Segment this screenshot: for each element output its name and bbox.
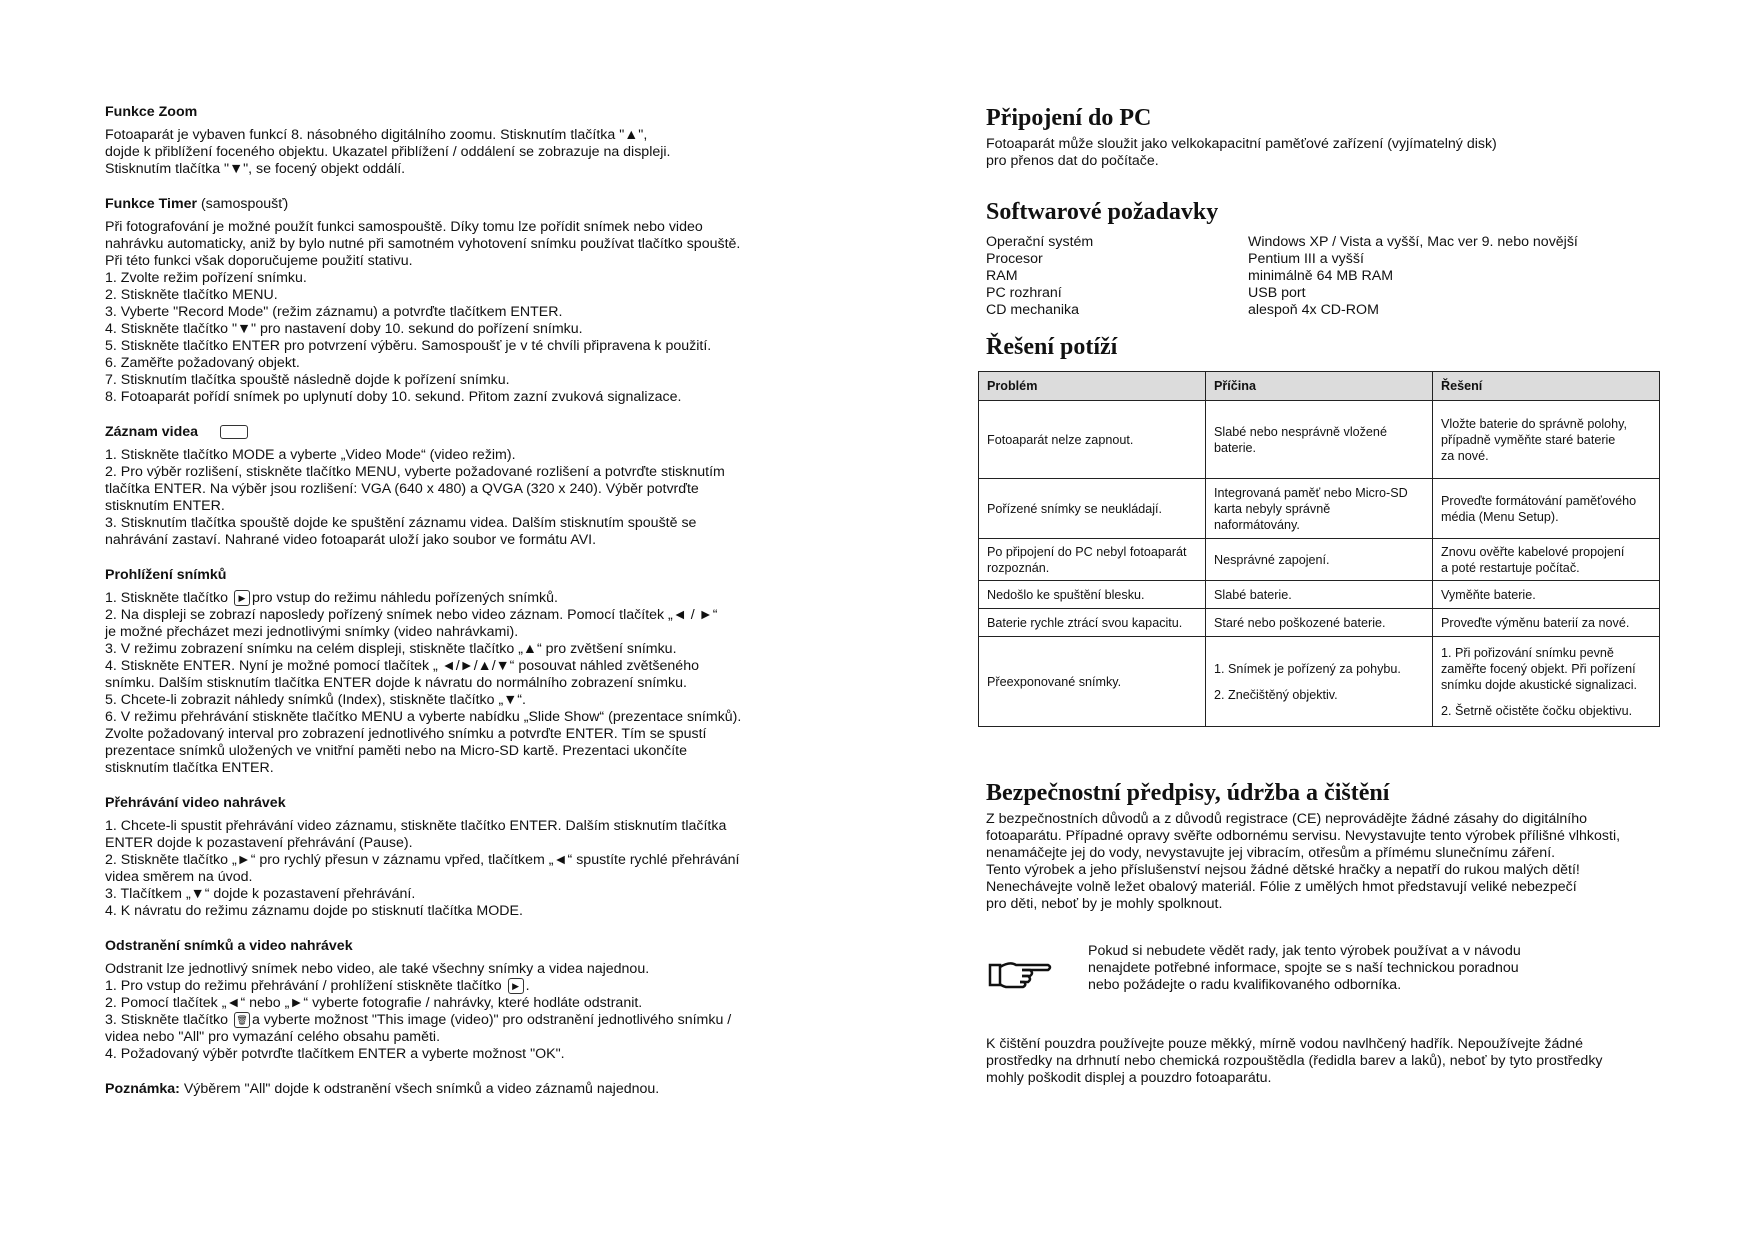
table-row [979, 479, 1660, 539]
text-line: ENTER dojde k pozastavení přehrávání (Pause). [105, 835, 413, 851]
text-line: nenamáčejte jej do vody, nevystavujte jej vibracím, otřesům a přímému slunečnímu záření. [986, 845, 1556, 861]
video-heading-title: Záznam videa [105, 424, 199, 440]
video-heading [105, 424, 805, 441]
text-line: tlačítka ENTER. Na výběr jsou rozlišení: VGA (640 x 480) a QVGA (320 x 240). Výběr potvrďte [105, 481, 699, 497]
text-line: 3. Vyberte "Record Mode" (režim záznamu) a potvrďte tlačítkem ENTER. [105, 304, 563, 320]
req-key: Operační systém [986, 234, 1094, 250]
req-key: RAM [986, 268, 1018, 284]
video-text [105, 447, 805, 549]
troubleshoot-table [978, 371, 1660, 727]
timer-text [105, 219, 805, 406]
zoom-section [105, 104, 805, 178]
table-row [986, 251, 1578, 268]
text-fragment: a vyberte možnost "This image (video)" pro odstranění jednotlivého snímku / [251, 1012, 732, 1028]
text-line: 5. Stiskněte tlačítko ENTER pro potvrzení výběru. Samospoušť je v té chvíli připravena k použití. [105, 338, 712, 354]
text-line [105, 1012, 805, 1029]
text-fragment: 1. Pro vstup do režimu přehrávání / prohlížení stiskněte tlačítko [105, 978, 506, 994]
text-line: 1. Stiskněte tlačítko MODE a vyberte „Video Mode“ (video režim). [105, 447, 516, 463]
text-line: 4. Požadovaný výběr potvrďte tlačítkem ENTER a vyberte možnost "OK". [105, 1046, 565, 1062]
delete-section [105, 938, 805, 1063]
table-cell [1433, 637, 1660, 727]
text-line: 5. Chcete-li zobrazit náhledy snímků (Index), stiskněte tlačítko „▼“. [105, 692, 526, 708]
pc-heading: Připojení do PC [986, 105, 1152, 131]
browse-heading: Prohlížení snímků [105, 567, 227, 583]
text-line: prostředky na drhnutí nebo chemická rozpouštědla (ředidla barev a laků), neboť by tyto prostředky [986, 1053, 1603, 1069]
text-line: 1. Chcete-li spustit přehrávání video záznamu, stiskněte tlačítko ENTER. Dalším stisknutím tlačítka [105, 818, 727, 834]
text-line: 3. Tlačítkem „▼“ dojde k pozastavení přehrávání. [105, 886, 416, 902]
text-line: 7. Stisknutím tlačítka spouště následně dojde k pořízení snímku. [105, 372, 510, 388]
table-cell: Po připojení do PC nebyl fotoaparát rozpoznán. [979, 539, 1206, 581]
table-row [986, 302, 1578, 319]
text-line: Tento výrobek a jeho příslušenství nejsou žádné dětské hračky a nepatří do rukou malých dětí! [986, 862, 1580, 878]
table-cell: Znovu ověřte kabelové propojení a poté restartuje počítač. [1433, 539, 1660, 581]
table-cell: Vložte baterie do správně polohy, případně vyměňte staré baterie za nové. [1433, 401, 1660, 479]
table-row [986, 268, 1578, 285]
browse-text [105, 590, 805, 777]
column-header: Problém [979, 372, 1206, 401]
cell-paragraph: 1. Snímek je pořízený za pohybu. [1214, 661, 1401, 676]
timer-heading-title: Funkce Timer [105, 196, 197, 212]
text-line: 2. Stiskněte tlačítko „►“ pro rychlý přesun v záznamu vpřed, tlačítkem „◄“ spustíte rychlé přehrávání [105, 852, 740, 868]
text-line: Fotoaparát je vybaven funkcí 8. násobného digitálního zoomu. Stisknutím tlačítka "▲", [105, 127, 648, 143]
text-line: Pokud si nebudete vědět rady, jak tento výrobek používat a v návodu [1088, 943, 1521, 959]
video-section [105, 424, 805, 549]
text-line: dojde k přiblížení foceného objektu. Ukazatel přiblížení / oddálení se zobrazuje na displeji. [105, 144, 671, 160]
text-line: Při této funkci však doporučujeme použití stativu. [105, 253, 413, 269]
text-line: 4. Stiskněte ENTER. Nyní je možné pomocí tlačítek „ ◄/►/▲/▼“ posouvat náhled zvětšeného [105, 658, 699, 674]
left-column [105, 104, 805, 1098]
table-cell: Baterie rychle ztrácí svou kapacitu. [979, 609, 1206, 637]
trash-icon: 🗑 [234, 1012, 250, 1028]
zoom-text [105, 127, 805, 178]
timer-section [105, 196, 805, 406]
text-line: K čištění pouzdra používejte pouze měkký, mírně vodou navlhčený hadřík. Nepoužívejte žádné [986, 1036, 1584, 1052]
text-line: 3. Stisknutím tlačítka spouště dojde ke spuštění záznamu videa. Dalším stisknutím spouště se [105, 515, 697, 531]
text-line: 4. K návratu do režimu záznamu dojde po stisknutí tlačítka MODE. [105, 903, 523, 919]
table-cell: Nedošlo ke spuštění blesku. [979, 581, 1206, 609]
playback-text [105, 818, 805, 920]
table-cell: Proveďte formátování paměťového média (Menu Setup). [1433, 479, 1660, 539]
text-fragment: pro vstup do režimu náhledu pořízených snímků. [251, 590, 558, 606]
text-line: videa směrem na úvod. [105, 869, 253, 885]
table-row [986, 234, 1578, 251]
table-cell: Fotoaparát nelze zapnout. [979, 401, 1206, 479]
playback-heading: Přehrávání video nahrávek [105, 795, 286, 811]
req-key: Procesor [986, 251, 1043, 267]
table-row [986, 285, 1578, 302]
delete-text [105, 961, 805, 1063]
pc-section [986, 104, 1666, 170]
text-line: je možné přecházet mezi jednotlivými snímky (video nahrávkami). [105, 624, 519, 640]
table-header-row [979, 372, 1660, 401]
text-line: 8. Fotoaparát pořídí snímek po uplynutí doby 10. sekund. Přitom zazní zvuková signalizace. [105, 389, 682, 405]
text-fragment: . [525, 978, 530, 994]
safety-text [986, 811, 1666, 913]
req-value: alespoň 4x CD-ROM [1248, 302, 1379, 318]
advice-note [986, 943, 1666, 994]
requirements-table [986, 234, 1578, 319]
text-line: stisknutím ENTER. [105, 498, 225, 514]
table-cell [1206, 637, 1433, 727]
text-line: mohly poškodit displej a pouzdro fotoaparátu. [986, 1070, 1272, 1086]
software-section [986, 198, 1666, 319]
browse-section [105, 567, 805, 777]
note [105, 1081, 805, 1098]
table-cell: Přeexponované snímky. [979, 637, 1206, 727]
video-camera-icon [220, 425, 248, 439]
software-heading: Softwarové požadavky [986, 199, 1219, 225]
note-text: Výběrem "All" dojde k odstranění všech snímků a video záznamů najednou. [179, 1081, 660, 1097]
text-line: 4. Stiskněte tlačítko "▼" pro nastavení doby 10. sekund do pořízení snímku. [105, 321, 583, 337]
play-icon: ▶ [234, 590, 250, 606]
cell-paragraph: 2. Šetrně očistěte čočku objektivu. [1441, 703, 1633, 718]
timer-heading-suffix: (samospoušť) [200, 196, 289, 212]
text-line: prezentace snímků uložených ve vnitřní paměti nebo na Micro-SD kartě. Prezentaci ukončíte [105, 743, 687, 759]
table-row [979, 581, 1660, 609]
text-line: nahrávání zastaví. Nahrané video fotoaparát uloží jako soubor ve formátu AVI. [105, 532, 597, 548]
req-key: PC rozhraní [986, 285, 1062, 301]
text-line: 2. Pomocí tlačítek „◄“ nebo „►“ vyberte fotografie / nahrávky, které hodláte odstranit. [105, 995, 643, 1011]
column-header: Řešení [1433, 372, 1660, 401]
text-line: stisknutím tlačítka ENTER. [105, 760, 274, 776]
table-cell: Slabé baterie. [1206, 581, 1433, 609]
table-cell: Integrovaná paměť nebo Micro-SD karta nebyly správně naformátovány. [1206, 479, 1433, 539]
play-icon: ▶ [508, 978, 524, 994]
zoom-heading: Funkce Zoom [105, 104, 198, 120]
table-cell: Nesprávné zapojení. [1206, 539, 1433, 581]
text-line: 2. Na displeji se zobrazí naposledy pořízený snímek nebo video záznam. Pomocí tlačítek „◄ / ►“ [105, 607, 718, 623]
req-value: minimálně 64 MB RAM [1248, 268, 1394, 284]
text-line: Stisknutím tlačítka "▼", se focený objekt oddálí. [105, 161, 406, 177]
table-cell: Proveďte výměnu baterií za nové. [1433, 609, 1660, 637]
table-row [979, 637, 1660, 727]
text-line: 6. V režimu přehrávání stiskněte tlačítko MENU a vyberte nabídku „Slide Show“ (prezentace snímků). [105, 709, 742, 725]
table-cell: Pořízené snímky se neukládají. [979, 479, 1206, 539]
troubleshoot-section [978, 333, 1666, 727]
safety-section [986, 779, 1666, 1087]
text-line: Zvolte požadovaný interval pro zobrazení jednotlivého snímku a potvrďte ENTER. Tím se spustí [105, 726, 707, 742]
text-line: Z bezpečnostních důvodů a z důvodů registrace (CE) neprovádějte žádné zásahy do digitálního [986, 811, 1587, 827]
table-row [979, 401, 1660, 479]
table-row [979, 539, 1660, 581]
table-cell: Staré nebo poškozené baterie. [1206, 609, 1433, 637]
delete-heading: Odstranění snímků a video nahrávek [105, 938, 353, 954]
note-label: Poznámka: [105, 1081, 180, 1097]
cell-paragraph: 1. Při pořizování snímku pevně zaměřte focený objekt. Při pořízení snímku dojde akustické signalizaci. [1441, 645, 1637, 692]
text-line [105, 590, 805, 607]
text-line: nebo požádejte o radu kvalifikovaného odborníka. [1088, 977, 1402, 993]
table-cell: Vyměňte baterie. [1433, 581, 1660, 609]
cell-paragraph: 2. Znečištěný objektiv. [1214, 687, 1338, 702]
text-line: Nenechávejte volně ležet obalový materiál. Fólie z umělých hmot představují veliké nebezpečí [986, 879, 1577, 895]
text-line: nenajdete potřebné informace, spojte se s naší technickou poradnou [1088, 960, 1519, 976]
pointing-hand-icon [986, 953, 1056, 993]
text-line: 1. Zvolte režim pořízení snímku. [105, 270, 307, 286]
cleaning-text [986, 1036, 1666, 1087]
req-value: USB port [1248, 285, 1306, 301]
text-line: 2. Stiskněte tlačítko MENU. [105, 287, 278, 303]
advice-text [1088, 943, 1521, 994]
text-line: 6. Zaměřte požadovaný objekt. [105, 355, 300, 371]
text-line: Fotoaparát může sloužit jako velkokapacitní paměťové zařízení (vyjímatelný disk) [986, 136, 1497, 152]
text-fragment: 1. Stiskněte tlačítko [105, 590, 232, 606]
text-line: Při fotografování je možné použít funkci samospouště. Díky tomu lze pořídit snímek nebo video [105, 219, 703, 235]
troubleshoot-heading: Řešení potíží [986, 334, 1118, 360]
text-line: fotoaparátu. Případné opravy svěřte odbornému servisu. Nevystavujte tento výrobek přílišné vlhkosti, [986, 828, 1621, 844]
table-cell: Slabé nebo nesprávně vložené baterie. [1206, 401, 1433, 479]
text-line: Odstranit lze jednotlivý snímek nebo video, ale také všechny snímky a videa najednou. [105, 961, 650, 977]
req-value: Windows XP / Vista a vyšší, Mac ver 9. nebo novější [1248, 234, 1578, 250]
playback-section [105, 795, 805, 920]
column-header: Příčina [1206, 372, 1433, 401]
text-line: snímku. Dalším stisknutím tlačítka ENTER dojde k návratu do normálního zobrazení snímku. [105, 675, 687, 691]
req-key: CD mechanika [986, 302, 1080, 318]
text-line: 3. V režimu zobrazení snímku na celém displeji, stiskněte tlačítko „▲“ pro zvětšení snímku. [105, 641, 677, 657]
right-column [986, 104, 1666, 1087]
safety-heading: Bezpečnostní předpisy, údržba a čištění [986, 780, 1390, 806]
text-line: 2. Pro výběr rozlišení, stiskněte tlačítko MENU, vyberte požadované rozlišení a potvrďte stisknutím [105, 464, 725, 480]
text-line: pro děti, neboť by je mohly spolknout. [986, 896, 1223, 912]
text-fragment: 3. Stiskněte tlačítko [105, 1012, 232, 1028]
text-line: pro přenos dat do počítače. [986, 153, 1159, 169]
req-value: Pentium III a vyšší [1248, 251, 1364, 267]
timer-heading [105, 196, 805, 213]
table-row [979, 609, 1660, 637]
text-line [105, 978, 805, 995]
text-line: videa nebo "All" pro vymazání celého obsahu paměti. [105, 1029, 441, 1045]
text-line: nahrávku automaticky, aniž by bylo nutné při samotném vyhotovení snímku používat tlačítko spouště. [105, 236, 741, 252]
